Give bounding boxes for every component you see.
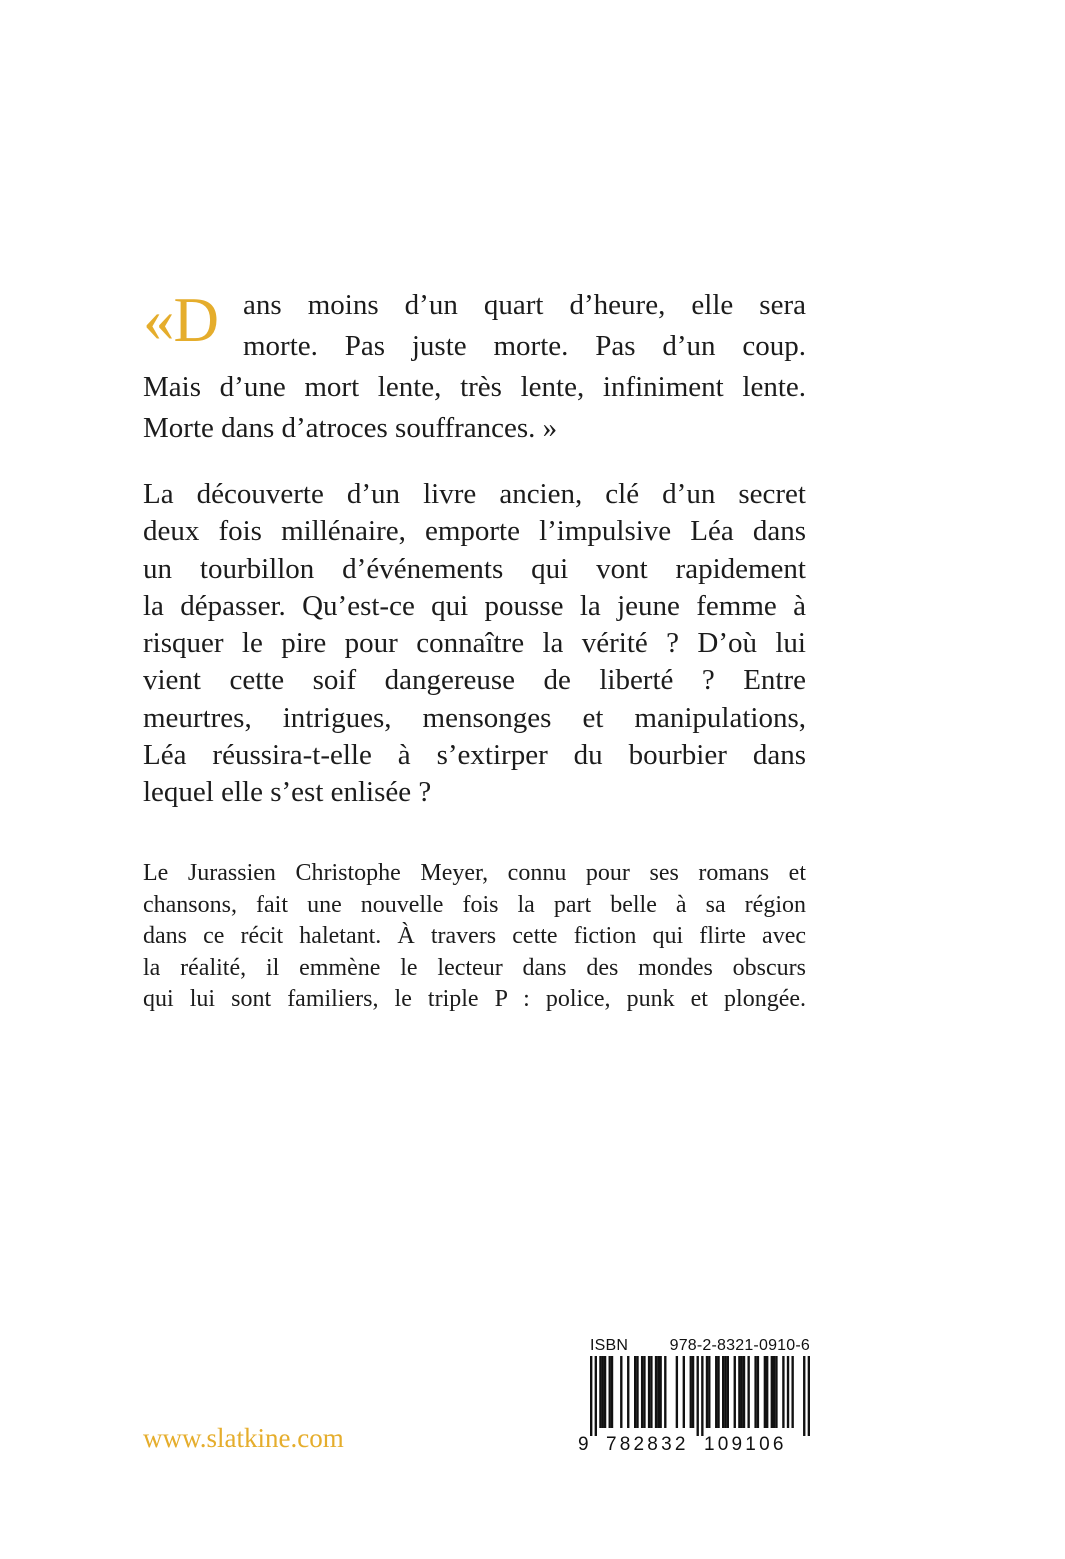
barcode-left-digits: 782832 (606, 1434, 689, 1455)
barcode-bar (757, 1356, 759, 1428)
barcode-bar (595, 1356, 597, 1436)
barcode-bar (708, 1356, 710, 1428)
barcode-bar (627, 1356, 629, 1428)
barcode-bar (787, 1356, 789, 1428)
barcode-bar (754, 1356, 756, 1428)
barcode-bar (648, 1356, 650, 1428)
author-bio (143, 858, 806, 1016)
barcode-bar (715, 1356, 717, 1428)
quote-dropcap: «D (143, 285, 218, 355)
barcode-bar (604, 1356, 606, 1428)
barcode-bar (634, 1356, 636, 1428)
barcode-bar (701, 1356, 703, 1436)
barcode-bar (590, 1356, 592, 1436)
barcode-bar (717, 1356, 719, 1428)
isbn-label-row (590, 1337, 810, 1355)
barcode-bar (697, 1356, 699, 1436)
barcode-bar (655, 1356, 657, 1428)
barcode-bar (664, 1356, 666, 1428)
barcode-bar (764, 1356, 766, 1428)
barcode-bar (650, 1356, 652, 1428)
barcode-bar (620, 1356, 622, 1428)
barcode-bar (743, 1356, 745, 1428)
barcode-bar (636, 1356, 638, 1428)
barcode-first-digit: 9 (578, 1434, 589, 1455)
barcode-bar (609, 1356, 611, 1428)
synopsis-paragraph (143, 476, 806, 812)
publisher-website[interactable]: www.slatkine.com (143, 1423, 344, 1453)
barcode-bar (602, 1356, 604, 1428)
barcode-bar (766, 1356, 768, 1428)
barcode-bar (782, 1356, 784, 1428)
barcode-bar (706, 1356, 708, 1428)
barcode-bar (676, 1356, 678, 1428)
barcode-bar (727, 1356, 729, 1428)
synopsis-line: meurtres, intrigues, mensonges et manipulations, (143, 701, 806, 734)
synopsis-line: un tourbillon d’événements qui vont rapidement (143, 552, 806, 585)
synopsis-line: deux fois millénaire, emporte l’impulsive Léa dans (143, 515, 806, 548)
quote-line: Morte dans d’atroces souffrances. » (143, 412, 558, 444)
barcode-bar (599, 1356, 601, 1428)
author-bio-line: Le Jurassien Christophe Meyer, connu pour ses romans et (143, 860, 806, 886)
barcode-bar (773, 1356, 775, 1428)
author-bio-line: la réalité, il emmène le lecteur dans des mondes obscurs (143, 954, 806, 981)
synopsis-line: lequel elle s’est enlisée ? (143, 776, 432, 809)
barcode-bar (690, 1356, 692, 1428)
isbn-label: ISBN (590, 1337, 629, 1354)
quote-line: ans moins d’un quart d’heure, elle sera (243, 289, 806, 321)
barcode-bar (611, 1356, 613, 1428)
barcode-bar (641, 1356, 643, 1428)
isbn-number: 978-2-8321-0910-6 (669, 1337, 810, 1354)
barcode-bar (643, 1356, 645, 1428)
synopsis-line: La découverte d’un livre ancien, clé d’un secret (143, 478, 806, 510)
quote-line: morte. Pas juste morte. Pas d’un coup. (243, 330, 806, 362)
author-bio-line: dans ce récit haletant. À travers cette fiction qui flirte avec (143, 923, 806, 949)
barcode-bar (659, 1356, 661, 1428)
barcode-bar (657, 1356, 659, 1428)
barcode-bar (724, 1356, 726, 1428)
barcode-bar (683, 1356, 685, 1428)
barcode-bar (808, 1356, 810, 1436)
barcode-bar (722, 1356, 724, 1428)
barcode-right-digits: 109106 (704, 1434, 787, 1455)
barcode-bar (775, 1356, 777, 1428)
barcode-bar (734, 1356, 736, 1428)
synopsis-line: la dépasser. Qu’est-ce qui pousse la jeune femme à (143, 589, 806, 622)
author-bio-line: chansons, fait une nouvelle fois la part belle à sa région (143, 891, 806, 918)
author-bio-line: qui lui sont familiers, le triple P : police, punk et plongée. (143, 986, 806, 1012)
barcode-bar (692, 1356, 694, 1428)
isbn-barcode (590, 1356, 810, 1436)
barcode-bar (803, 1356, 805, 1436)
barcode-bar (741, 1356, 743, 1428)
synopsis-line: vient cette soif dangereuse de liberté ? Entre (143, 664, 806, 697)
quote-line: Mais d’une mort lente, très lente, infiniment lente. (143, 371, 806, 403)
barcode-bar (771, 1356, 773, 1428)
barcode-bar (791, 1356, 793, 1428)
barcode-bar (747, 1356, 749, 1428)
barcode-bar (738, 1356, 740, 1428)
opening-quote (143, 285, 806, 449)
synopsis-line: Léa réussira-t-elle à s’extirper du bourbier dans (143, 739, 806, 772)
synopsis-line: risquer le pire pour connaître la vérité ? D’où lui (143, 627, 806, 660)
